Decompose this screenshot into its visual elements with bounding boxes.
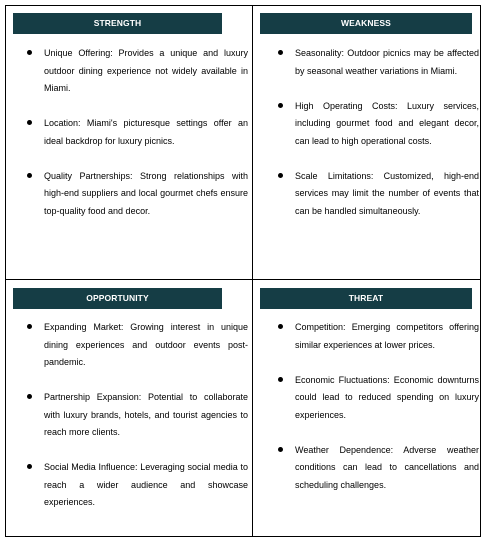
bullet-icon: [278, 324, 283, 329]
opportunity-quadrant: [6, 280, 252, 538]
list-item: [26, 168, 248, 221]
threat-quadrant: [253, 280, 482, 538]
strength-header: STRENGTH: [13, 13, 222, 34]
threat-list: [277, 319, 479, 512]
bullet-icon: [27, 324, 32, 329]
list-item-text: Expanding Market: Growing interest in unique dining experiences and outdoor events post-pandemic.: [44, 322, 248, 367]
list-item-text: Quality Partnerships: Strong relationships with high-end suppliers and local gourmet chefs ensure top-quality food and decor.: [44, 170, 248, 216]
bullet-icon: [27, 120, 32, 125]
list-item-text: Social Media Influence: Leveraging social media to reach a wider audience and showcase experiences.: [44, 462, 248, 507]
list-item-text: Weather Dependence: Adverse weather conditions can lead to cancellations and scheduling challenges.: [295, 444, 479, 490]
bullet-icon: [278, 173, 283, 178]
list-item: [277, 168, 479, 221]
list-item: [26, 115, 248, 150]
bullet-icon: [27, 173, 32, 178]
list-item-text: Competition: Emerging competitors offering similar experiences at lower prices.: [295, 322, 479, 350]
strength-list: [26, 45, 248, 238]
list-item-text: Unique Offering: Provides a unique and luxury outdoor dining experience not widely available in Miami.: [44, 48, 248, 93]
list-item-text: Economic Fluctuations: Economic downturns could lead to reduced spending on luxury experiences.: [295, 374, 479, 420]
swot-table: [5, 5, 481, 537]
bullet-icon: [278, 103, 283, 108]
weakness-header: WEAKNESS: [260, 13, 472, 34]
opportunity-list: [26, 319, 248, 529]
list-item: [26, 459, 248, 512]
list-item-text: Scale Limitations: Customized, high-end services may limit the number of events that can be handled simultaneously.: [295, 170, 479, 216]
list-item-text: Seasonality: Outdoor picnics may be affected by seasonal weather variations in Miami.: [295, 48, 479, 76]
list-item-text: High Operating Costs: Luxury services, including gourmet food and elegant decor, can lead to high operational costs.: [295, 100, 479, 146]
list-item: [277, 319, 479, 354]
strength-quadrant: [6, 6, 252, 279]
list-item-text: Partnership Expansion: Potential to collaborate with luxury brands, hotels, and tourist agencies to reach more clients.: [44, 392, 248, 437]
weakness-list: [277, 45, 479, 238]
list-item: [277, 98, 479, 151]
bullet-icon: [278, 377, 283, 382]
bullet-icon: [27, 394, 32, 399]
bullet-icon: [27, 50, 32, 55]
threat-header: THREAT: [260, 288, 472, 309]
list-item: [277, 372, 479, 425]
list-item-text: Location: Miami's picturesque settings offer an ideal backdrop for luxury picnics.: [44, 118, 248, 146]
weakness-quadrant: [253, 6, 482, 279]
list-item: [26, 319, 248, 372]
list-item: [277, 442, 479, 495]
opportunity-header: OPPORTUNITY: [13, 288, 222, 309]
bullet-icon: [278, 447, 283, 452]
bullet-icon: [27, 464, 32, 469]
list-item: [277, 45, 479, 80]
bullet-icon: [278, 50, 283, 55]
list-item: [26, 389, 248, 442]
list-item: [26, 45, 248, 98]
